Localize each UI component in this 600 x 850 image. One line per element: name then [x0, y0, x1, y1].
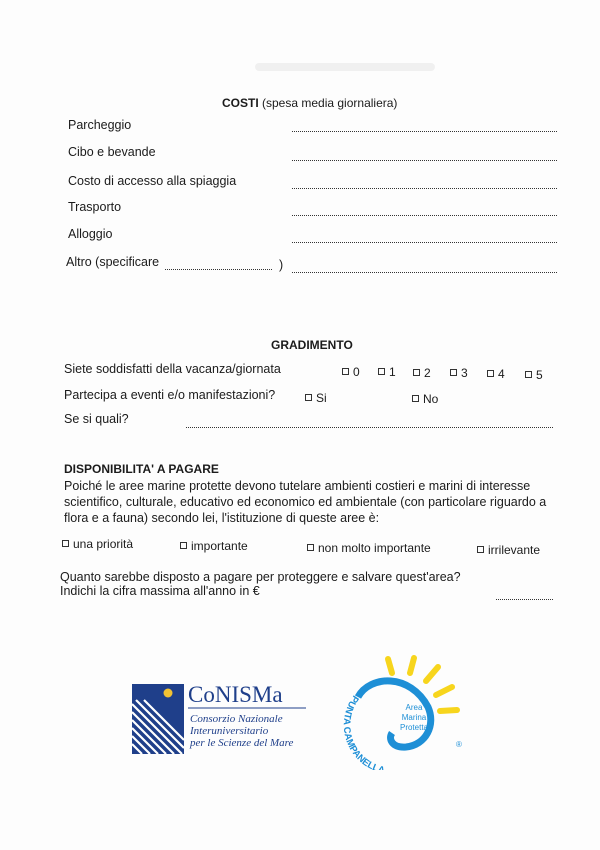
- rating-option-4[interactable]: 4: [487, 367, 505, 381]
- cost-label-cibo: Cibo e bevande: [68, 145, 156, 159]
- satisfaction-question: Siete soddisfatti della vacanza/giornata: [64, 362, 281, 376]
- willingness-amount-field[interactable]: [496, 599, 553, 600]
- cost-label-parcheggio: Parcheggio: [68, 118, 132, 132]
- cost-field-trasporto[interactable]: [292, 215, 557, 216]
- importance-option-irrilevante[interactable]: irrilevante: [477, 543, 540, 557]
- checkbox[interactable]: [487, 370, 494, 377]
- faint-bleed-through: [255, 63, 435, 71]
- cost-label-spiaggia: Costo di accesso alla spiaggia: [68, 174, 237, 188]
- checkbox[interactable]: [413, 369, 420, 376]
- gradimento-title: GRADIMENTO: [271, 338, 353, 352]
- willingness-question-line1: Quanto sarebbe disposto a pagare per proteggere e salvare quest'area?: [60, 570, 461, 584]
- campanella-protetta: Protetta: [399, 723, 428, 732]
- cost-field-alloggio[interactable]: [292, 242, 557, 243]
- checkbox[interactable]: [180, 542, 187, 549]
- campanella-area: Area: [405, 703, 423, 712]
- cost-label-alloggio: Alloggio: [68, 227, 113, 241]
- conisma-line1: Consorzio Nazionale: [190, 713, 283, 725]
- cost-field-cibo[interactable]: [292, 160, 557, 161]
- checkbox[interactable]: [305, 394, 312, 401]
- rating-option-0[interactable]: 0: [342, 365, 360, 379]
- conisma-name: CoNISMa: [188, 682, 283, 707]
- checkbox[interactable]: [378, 368, 385, 375]
- cost-label-altro: Altro (specificare: [66, 255, 160, 269]
- disponibilita-paragraph: Poiché le aree marine protette devono tutelare ambienti costieri e marini di interesse scientifico, culturale, educativo ed economico ed ambientale (con particolare riguardo a flora e a fauna) secondo lei, l'istituzione di queste aree è:: [64, 479, 547, 525]
- costi-heading: [222, 96, 397, 110]
- checkbox[interactable]: [525, 371, 532, 378]
- svg-text:®: ®: [456, 740, 462, 749]
- which-events-field[interactable]: [186, 427, 553, 428]
- campanella-arc-text: PUNTA CAMPANELL: [340, 693, 381, 770]
- events-option-si[interactable]: Si: [305, 391, 327, 405]
- rating-option-3[interactable]: 3: [450, 366, 468, 380]
- checkbox[interactable]: [62, 540, 69, 547]
- cost-label-trasporto: Trasporto: [68, 200, 122, 214]
- costi-title: COSTI: [222, 96, 259, 110]
- rating-option-1[interactable]: 1: [378, 365, 396, 379]
- importance-option-priorita[interactable]: una priorità: [62, 537, 133, 551]
- cost-field-spiaggia[interactable]: [292, 188, 557, 189]
- conisma-logo: [130, 680, 310, 760]
- checkbox[interactable]: [342, 368, 349, 375]
- conisma-line3: per le Scienze del Mare: [190, 737, 294, 749]
- cost-altro-close-paren: ): [279, 258, 284, 272]
- checkbox[interactable]: [450, 369, 457, 376]
- costi-subtitle: (spesa media giornaliera): [262, 96, 398, 110]
- rating-option-2[interactable]: 2: [413, 366, 431, 380]
- cost-field-altro[interactable]: [292, 272, 557, 273]
- checkbox[interactable]: [307, 544, 314, 551]
- campanella-marina: Marina: [401, 713, 427, 722]
- events-option-no[interactable]: No: [412, 392, 438, 406]
- campanella-inner-text: [396, 703, 432, 733]
- events-question: Partecipa a eventi e/o manifestazioni?: [64, 388, 276, 402]
- importance-option-non-molto[interactable]: non molto importante: [307, 541, 431, 555]
- cost-field-parcheggio[interactable]: [292, 131, 557, 132]
- punta-campanella-logo: [340, 655, 475, 770]
- cost-field-altro-specify[interactable]: [165, 269, 272, 270]
- checkbox[interactable]: [477, 546, 484, 553]
- conisma-line2: Interuniversitario: [190, 725, 269, 737]
- rating-option-5[interactable]: 5: [525, 368, 543, 382]
- disponibilita-title: DISPONIBILITA' A PAGARE: [64, 462, 219, 476]
- importance-option-importante[interactable]: importante: [180, 539, 248, 553]
- conisma-subtitle: [190, 713, 293, 749]
- checkbox[interactable]: [412, 395, 419, 402]
- which-events-question: Se si quali?: [64, 412, 129, 426]
- willingness-question-line2: Indichi la cifra massima all'anno in €: [60, 584, 260, 598]
